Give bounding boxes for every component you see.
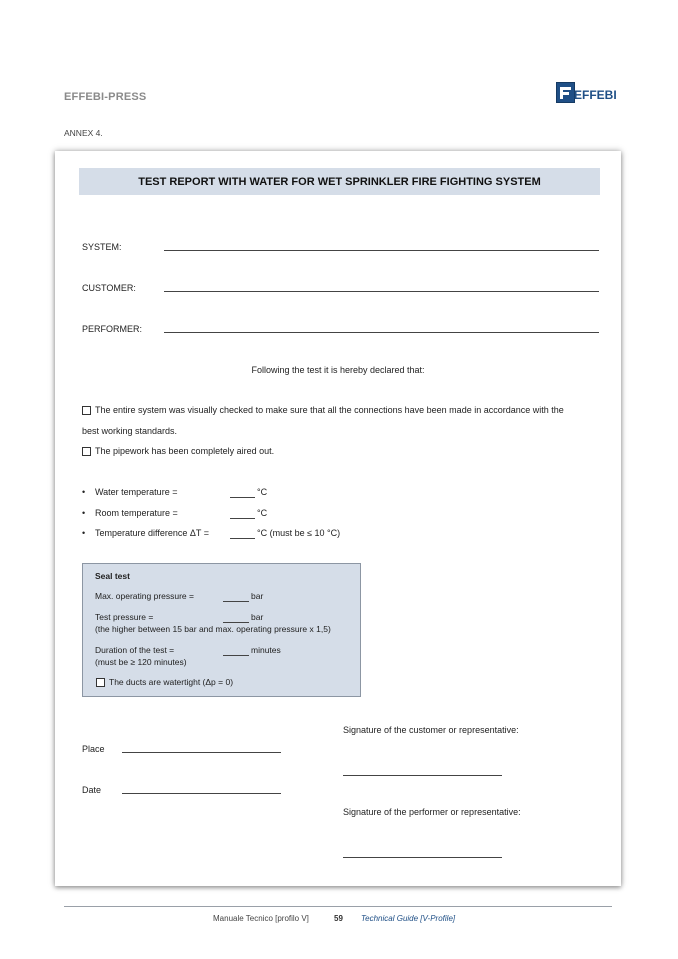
signature-performer-line[interactable] [343,857,502,858]
test-pressure-note: (the higher between 15 bar and max. operating pressure x 1,5) [95,624,331,634]
report-title: TEST REPORT WITH WATER FOR WET SPRINKLER FIRE FIGHTING SYSTEM [138,175,541,188]
max-pressure-label: Max. operating pressure = [95,591,194,601]
duration-note: (must be ≥ 120 minutes) [95,657,187,667]
room-temp-unit: °C [257,508,268,518]
declaration-text: Following the test it is hereby declared that: [251,365,425,375]
check-visual-line1: The entire system was visually checked to make sure that all the connections have been made in accordance with the [95,405,564,415]
signature-customer-line[interactable] [343,775,502,776]
water-temp-unit: °C [257,487,268,497]
watertight-label: The ducts are watertight (Δp = 0) [109,677,234,687]
test-pressure-label: Test pressure = [95,612,154,622]
bullet-dot: • [82,508,86,518]
temp-diff-label: Temperature difference ΔT = [95,528,209,538]
place-label: Place [82,744,105,754]
checkbox-aired-out[interactable] [82,447,91,456]
water-temp-label: Water temperature = [95,487,178,497]
report-sheet [55,151,621,886]
effebi-logo [556,82,616,104]
signature-customer-label: Signature of the customer or representative: [343,725,519,735]
room-temp-blank[interactable] [230,518,255,519]
date-label: Date [82,785,102,795]
temp-diff-unit: °C (must be ≤ 10 °C) [257,528,341,538]
title-bar [79,168,600,195]
bullet-dot: • [82,528,86,538]
checkbox-watertight[interactable] [96,678,105,687]
check-visual-line2: best working standards. [82,426,178,436]
checkbox-visual-check[interactable] [82,406,91,415]
seal-test-box [82,563,361,697]
footer-divider [64,906,612,907]
place-line[interactable] [122,752,281,753]
test-pressure-unit: bar [251,612,264,622]
bullet-dot: • [82,487,86,497]
max-pressure-blank[interactable] [223,601,249,602]
max-pressure-unit: bar [251,591,264,601]
logo-text: EFFEBI [574,88,617,102]
room-temp-label: Room temperature = [95,508,178,518]
date-line[interactable] [122,793,281,794]
test-pressure-blank[interactable] [223,622,249,623]
page-number: 59 [334,914,343,923]
performer-line[interactable] [164,332,599,333]
performer-label: PERFORMER: [82,324,143,334]
logo-mark-icon [556,82,575,103]
check-aired-out-text: The pipework has been completely aired out. [95,446,275,456]
duration-unit: minutes [251,645,281,655]
system-label: SYSTEM: [82,242,122,252]
brand-name: EFFEBI-PRESS [64,91,147,103]
footer-manual-title: Manuale Tecnico [profilo V] [213,914,309,923]
annex-label: ANNEX 4. [64,128,103,138]
footer-guide-title: Technical Guide [V-Profile] [361,914,456,923]
duration-label: Duration of the test = [95,645,175,655]
duration-blank[interactable] [223,655,249,656]
customer-label: CUSTOMER: [82,283,136,293]
signature-performer-label: Signature of the performer or representative: [343,807,521,817]
seal-test-title: Seal test [95,571,130,581]
water-temp-blank[interactable] [230,497,255,498]
customer-line[interactable] [164,291,599,292]
temp-diff-blank[interactable] [230,538,255,539]
system-line[interactable] [164,250,599,251]
